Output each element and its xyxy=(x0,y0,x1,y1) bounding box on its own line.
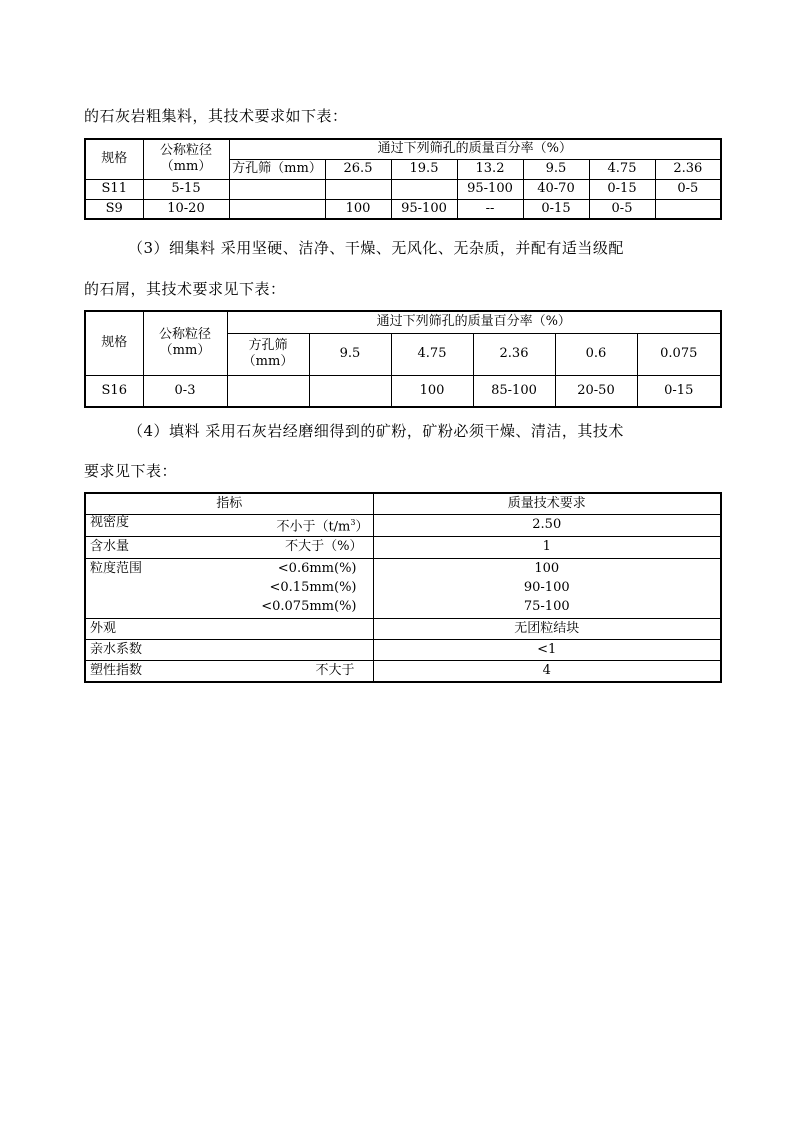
spec-cell: S16 xyxy=(85,375,143,407)
table-row xyxy=(85,660,721,682)
appearance-cell: 外观 xyxy=(85,618,373,639)
value-cell xyxy=(325,179,391,199)
hydrophilic-coefficient-cell: 亲水系数 xyxy=(85,639,373,660)
sieve-size: 4.75 xyxy=(589,159,655,179)
spec-cell: S11 xyxy=(85,179,143,199)
table-row xyxy=(85,179,721,199)
header-nominal-size: 公称粒径 （mm） xyxy=(143,139,229,179)
sieve-size: 2.36 xyxy=(655,159,721,179)
size-cell: 10-20 xyxy=(143,199,229,219)
header-nominal-size: 公称粒径 （mm） xyxy=(143,311,227,375)
sieve-size: 26.5 xyxy=(325,159,391,179)
value-cell: 2.50 xyxy=(373,514,721,536)
empty-cell xyxy=(229,199,325,219)
value-cell: 95-100 xyxy=(457,179,523,199)
paragraph-filler-1: （4）填料 采用石灰岩经磨细得到的矿粉，矿粉必须干燥、清洁，其技术 xyxy=(128,422,624,440)
value-cell xyxy=(309,375,391,407)
value-cell: -- xyxy=(457,199,523,219)
filler-table xyxy=(84,492,722,683)
table-row xyxy=(85,536,721,558)
sieve-size: 9.5 xyxy=(523,159,589,179)
sieve-size: 4.75 xyxy=(391,333,473,375)
table-row xyxy=(85,199,721,219)
value-cell: 100 xyxy=(391,375,473,407)
value-cell: 1 xyxy=(373,536,721,558)
header-spec: 规格 xyxy=(85,139,143,179)
header-sieve: 方孔筛 （mm） xyxy=(227,333,309,375)
table-row xyxy=(85,375,721,407)
plasticity-index-cell: 塑性指数 不大于 xyxy=(85,660,373,682)
value-cell: 0-5 xyxy=(655,179,721,199)
value-cell: 100 xyxy=(325,199,391,219)
header-passing-rate: 通过下列筛孔的质量百分率（%） xyxy=(229,139,721,159)
table-row xyxy=(85,618,721,639)
size-cell: 5-15 xyxy=(143,179,229,199)
value-cell xyxy=(655,199,721,219)
sieve-size: 0.075 xyxy=(637,333,721,375)
coarse-aggregate-table xyxy=(84,138,722,220)
value-cell: 0-15 xyxy=(589,179,655,199)
density-cell: 视密度 不小于$(t/m^3)$ xyxy=(85,514,373,536)
header-index: 指标 xyxy=(85,493,373,514)
value-cell: 4 xyxy=(373,660,721,682)
header-passing-rate: 通过下列筛孔的质量百分率（%） xyxy=(227,311,721,333)
sieve-size: 0.6 xyxy=(555,333,637,375)
table-row xyxy=(85,558,721,618)
value-cell xyxy=(391,179,457,199)
value-cell: 无团粒结块 xyxy=(373,618,721,639)
value-cell: 0-15 xyxy=(523,199,589,219)
sieve-size: 19.5 xyxy=(391,159,457,179)
value-cell: 85-100 xyxy=(473,375,555,407)
value-cell: 100 90-100 75-100 xyxy=(373,558,721,618)
header-spec: 规格 xyxy=(85,311,143,375)
grain-range-cell: 粒度范围 <0.6mm(%) <0.15mm(%) <0.075mm(%) xyxy=(85,558,373,618)
table-row xyxy=(85,514,721,536)
spec-cell: S9 xyxy=(85,199,143,219)
sieve-size: 9.5 xyxy=(309,333,391,375)
table-row xyxy=(85,639,721,660)
empty-cell xyxy=(227,375,309,407)
value-cell: 0-5 xyxy=(589,199,655,219)
sieve-size: 13.2 xyxy=(457,159,523,179)
paragraph-fine-aggregate-2: 的石屑，其技术要求见下表： xyxy=(84,280,286,298)
size-cell: 0-3 xyxy=(143,375,227,407)
sieve-size: 2.36 xyxy=(473,333,555,375)
paragraph-filler-2: 要求见下表： xyxy=(84,462,178,480)
header-requirement: 质量技术要求 xyxy=(373,493,721,514)
paragraph-coarse-aggregate: 的石灰岩粗集料，其技术要求如下表： xyxy=(84,107,348,125)
water-content-cell: 含水量 不大于（%） xyxy=(85,536,373,558)
empty-cell xyxy=(229,179,325,199)
paragraph-fine-aggregate-1: （3）细集料 采用坚硬、洁净、干燥、无风化、无杂质，并配有适当级配 xyxy=(128,239,624,257)
fine-aggregate-table xyxy=(84,310,722,408)
value-cell: 20-50 xyxy=(555,375,637,407)
value-cell: <1 xyxy=(373,639,721,660)
header-sieve: 方孔筛（mm） xyxy=(229,159,325,179)
value-cell: 40-70 xyxy=(523,179,589,199)
value-cell: 0-15 xyxy=(637,375,721,407)
value-cell: 95-100 xyxy=(391,199,457,219)
